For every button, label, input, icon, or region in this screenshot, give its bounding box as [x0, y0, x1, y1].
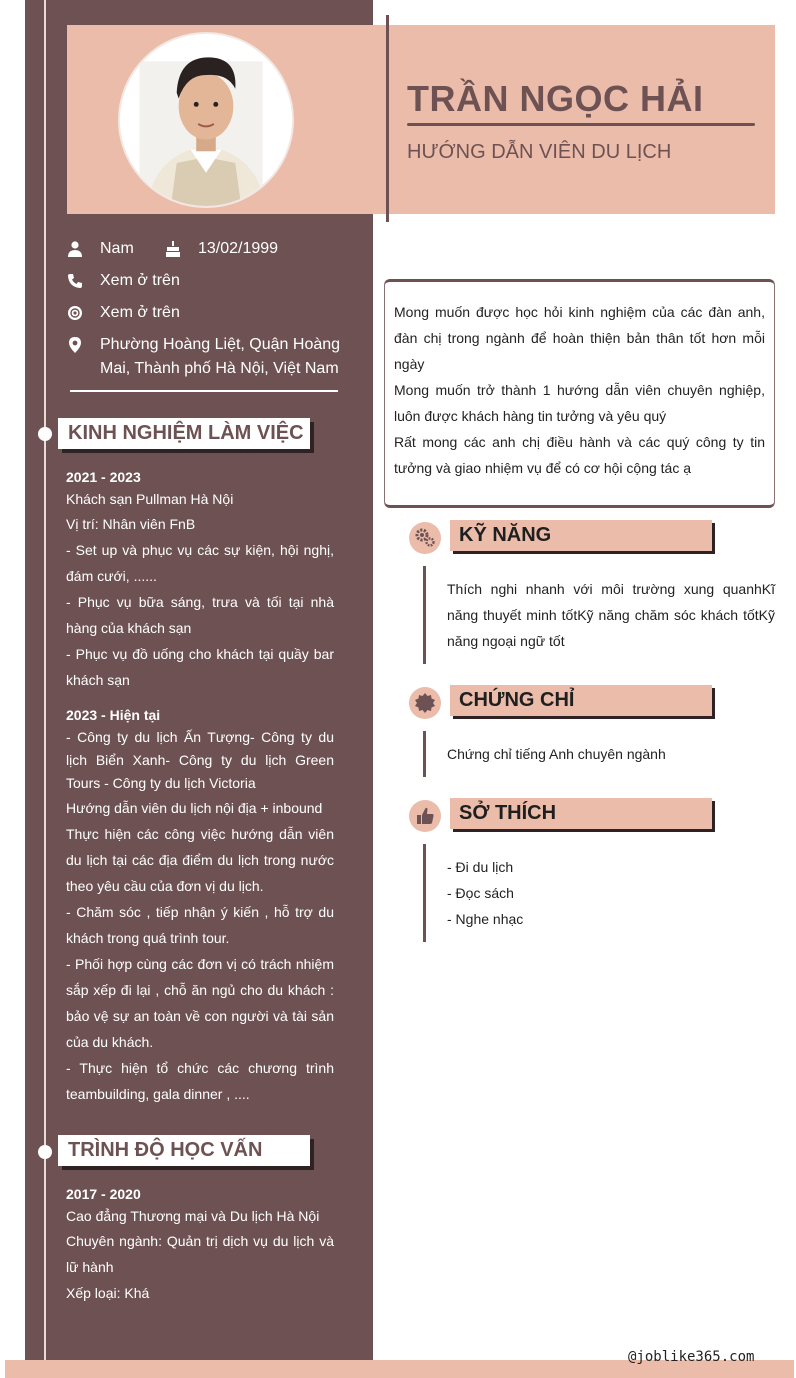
- certificates-text: Chứng chỉ tiếng Anh chuyên ngành: [447, 746, 666, 762]
- name-underline: [407, 123, 755, 126]
- job2-position: Hướng dẫn viên du lịch nội địa + inbound: [66, 800, 323, 816]
- job2-desc-4: - Thực hiện tổ chức các chương trình teambuilding, gala dinner , ....: [66, 1060, 334, 1102]
- job-title: HƯỚNG DẪN VIÊN DU LỊCH: [407, 141, 672, 163]
- job1-desc-2: - Phục vụ bữa sáng, trưa và tối tại nhà hàng của khách sạn: [66, 594, 334, 636]
- email-value: Xem ở trên: [100, 304, 180, 321]
- avatar: [118, 32, 294, 208]
- job1-desc-1: - Set up và phục vụ các sự kiện, hội nghị, đám cưới, ......: [66, 542, 334, 584]
- hobbies-bar: [423, 844, 426, 942]
- objective-paragraph-2: Mong muốn trở thành 1 hướng dẫn viên chuyên nghiệp, luôn được khách hàng tin tưởng và yêu quý: [394, 382, 765, 424]
- experience-list: [66, 466, 334, 1107]
- objective-paragraph-3: Rất mong các anh chị điều hành và các quý công ty tin tưởng và giao nhiệm vụ để có cơ hội cộng tác ạ: [394, 434, 765, 476]
- timeline-line: [44, 0, 46, 1378]
- skills-text: Thích nghi nhanh với môi trường xung quanhKĩ năng thuyết minh tốtKỹ năng chăm sóc khách tốtKỹ năng ngoại ngữ tốt: [447, 581, 775, 649]
- job2-desc-1: Thực hiện các công việc hướng dẫn viên du lịch tại các địa điểm du lịch trong nước theo yêu cầu của đơn vị du lịch.: [66, 826, 334, 894]
- birthday-value: 13/02/1999: [198, 240, 279, 257]
- education-major: Chuyên ngành: Quản trị dịch vụ du lịch và lữ hành: [66, 1233, 334, 1275]
- cake-icon: [164, 240, 182, 258]
- education-period: 2017 - 2020: [66, 1186, 141, 1202]
- gender-row: [66, 237, 176, 261]
- header-divider: [386, 15, 389, 222]
- hobby-item: - Nghe nhạc: [447, 911, 524, 927]
- address-line-1: Phường Hoàng Liệt, Quận Hoàng: [100, 336, 341, 353]
- address-line-2: Mai, Thành phố Hà Nội, Việt Nam: [100, 360, 339, 377]
- phone-icon: [66, 272, 84, 290]
- certificates-content: [447, 741, 775, 767]
- birthday-row: [164, 237, 334, 261]
- contact-divider: [70, 390, 338, 392]
- phone-value: Xem ở trên: [100, 272, 180, 289]
- hobbies-list: [447, 854, 775, 932]
- timeline-dot-education: [38, 1145, 52, 1159]
- at-icon: [66, 304, 84, 322]
- address-row: [66, 333, 341, 381]
- timeline-dot-experience: [38, 427, 52, 441]
- job2-company: - Công ty du lịch Ấn Tượng- Công ty du lịch Biển Xanh- Công ty du lịch Green Tours - Công ty du lịch Victoria: [66, 729, 334, 791]
- location-pin-icon: [66, 336, 84, 354]
- skills-bar: [423, 566, 426, 664]
- certificates-heading: CHỨNG CHỈ: [450, 685, 712, 716]
- hobby-item: - Đi du lịch: [447, 859, 514, 875]
- education-heading: TRÌNH ĐỘ HỌC VẤN: [58, 1135, 310, 1166]
- thumbs-up-icon: [409, 800, 441, 832]
- gender-value: Nam: [100, 240, 134, 257]
- certificates-bar: [423, 731, 426, 777]
- gears-icon: [409, 522, 441, 554]
- skills-heading: KỸ NĂNG: [450, 520, 712, 551]
- education-block: [66, 1183, 334, 1306]
- job2-period: 2023 - Hiện tại: [66, 707, 161, 723]
- job1-company: Khách sạn Pullman Hà Nội: [66, 491, 234, 507]
- user-icon: [66, 240, 84, 258]
- objective-paragraph-1: Mong muốn được học hỏi kinh nghiệm của các đàn anh, đàn chị trong ngành để hoàn thiện bản thân tốt hơn mỗi ngày: [394, 304, 765, 372]
- job1-desc-3: - Phục vụ đồ uống cho khách tại quầy bar khách sạn: [66, 646, 334, 688]
- watermark: @joblike365.com: [628, 1349, 755, 1365]
- hobbies-heading: SỞ THÍCH: [450, 798, 712, 829]
- phone-row: [66, 269, 334, 293]
- education-school: Cao đẳng Thương mại và Du lịch Hà Nội: [66, 1208, 320, 1224]
- job2-desc-2: - Chăm sóc , tiếp nhận ý kiến , hỗ trợ du khách trong quá trình tour.: [66, 904, 334, 946]
- education-grade: Xếp loại: Khá: [66, 1285, 150, 1301]
- job2-desc-3: - Phối hợp cùng các đơn vị có trách nhiệm sắp xếp đi lại , chỗ ăn ngủ cho du khách : bảo vệ sự an toàn về con người và tài sản của du khách.: [66, 956, 334, 1050]
- career-objective: [384, 279, 775, 508]
- hobby-item: - Đọc sách: [447, 885, 514, 901]
- experience-heading: KINH NGHIỆM LÀM VIỆC: [58, 418, 310, 449]
- skills-content: [447, 576, 775, 654]
- email-row: [66, 301, 334, 325]
- job1-position: Vị trí: Nhân viên FnB: [66, 516, 196, 532]
- candidate-name: TRẦN NGỌC HẢI: [407, 78, 704, 119]
- job1-period: 2021 - 2023: [66, 469, 141, 485]
- badge-icon: [409, 687, 441, 719]
